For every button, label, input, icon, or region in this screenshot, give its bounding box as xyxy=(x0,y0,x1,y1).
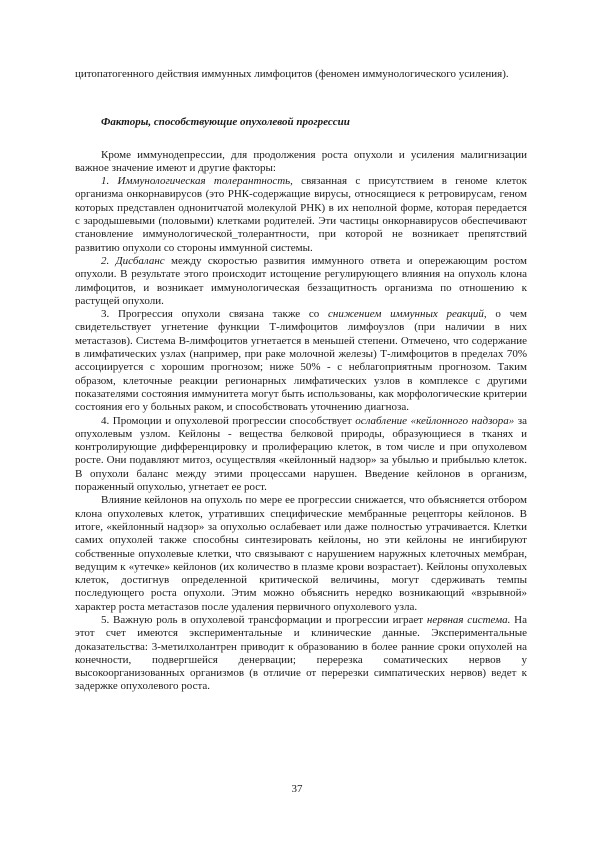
paragraph-nervous-system xyxy=(75,614,527,694)
page-number: 37 xyxy=(291,783,303,795)
section-heading: Факторы, способствующие опухолевой прогрессии xyxy=(101,116,350,129)
paragraph-text: 4. Промоции и опухолевой прогрессии способствует xyxy=(101,414,356,427)
paragraph-text: 5. Важную роль в опухолевой трансформации и прогрессии играет xyxy=(101,613,427,626)
paragraph-disbalance xyxy=(75,255,527,308)
paragraph-text: 3. Прогрессия опухоли связана также со xyxy=(101,308,328,321)
paragraph-keylone-surveillance xyxy=(75,415,527,495)
paragraph-text: На этот счет имеются экспериментальные и клинические данные. Экспериментальные доказательства: 3-метилхолантрен приводит к образованию в более ранние сроки опухолей на конечности, подвергшейся денервации; перерезка соматических нервов у высокоорганизованных организмов (в отличие от перерезки симпатических нервов) ведет к задержке опухолевого роста. xyxy=(75,613,527,693)
paragraph-emphasis: нервная система. xyxy=(426,613,511,626)
paragraph-lead: 1. Иммунологическая толерантность, xyxy=(101,175,293,188)
intro-paragraph: Кроме иммунодепрессии, для продолжения роста опухоли и усиления малигнизации важное значение имеют и другие факторы: xyxy=(75,148,527,174)
paragraph-text: связанная с присутствием в геноме клеток организма онкорнавирусов (это РНК-содержащие вирусы, относящиеся к ретровирусам, геном которых представлен однонитчатой молекулой РНК) в их неполной форме, которая передается с зародышевыми (половыми) клетками родителей. Эти частицы онкорнавирусов обеспечивают становление иммунологической_толерантности, при которой не возникает препятствий развитию опухоли со стороны иммунной системы. xyxy=(75,175,527,254)
paragraph-immunological-tolerance xyxy=(75,175,527,255)
paragraph-keylone-influence: Влияние кейлонов на опухоль по мере ее прогрессии снижается, что объясняется отбором клона опухолевых клеток, утративших специфические мембранные рецепторы кейлонов. В итоге, «кейлонный надзор» за опухолью ослабевает или даже полностью утрачивается. Клетки самих опухолей также способны синтезировать кейлоны, но эти кейлоны не ингибируют собственные опухолевые клетки, что связывают с нарушением наружных клеточных мембран, ведущим к «утечке» кейлонов (их количество в плазме крови возрастает). Кейлоны опухолевых клеток, достигнув определенной критической величины, могут сдерживать темпы последующего роста опухоли. Этим можно объяснить нередко возникающий «взрывной» характер роста метастазов после удаления первичного опухолевого узла. xyxy=(75,494,527,613)
paragraph-emphasis: ослабление «кейлонного надзора» xyxy=(355,414,515,427)
paragraph-text: за опухолевым узлом. Кейлоны - вещества белковой природы, образующиеся в тканях и контролирующие дифференцировку и пролиферацию клеток, в том числе и при опухолевом росте. Они подавляют митоз, осуществляя «кейлонный надзор» за убылью и прибылью клеток. В опухоли баланс между этими процессами нарушен. Введение кейлонов в организм, пораженный опухолью, угнетает ее рост. xyxy=(75,414,528,494)
paragraph-lead: 2. Дисбаланс xyxy=(101,254,165,267)
paragraph-text: между скоростью развития иммунного ответа и опережающим ростом опухоли. В результате этого происходит истощение регулирующего влияния на опухоль клона лимфоцитов, и возникает иммунологическая беззащитность организма по отношению к растущей опухоли. xyxy=(75,254,527,307)
paragraph-emphasis: снижением иммунных реакций, xyxy=(328,308,487,321)
document-body xyxy=(75,68,527,694)
paragraph-reduced-immune-reactions xyxy=(75,308,527,414)
paragraph-text: о чем свидетельствует угнетение функции Т-лимфоцитов лимфоузлов (при наличии в них метастазов). Система В-лимфоцитов угнетается в меньшей степени. Отмечено, что содержание в лимфатических узлах (например, при раке молочной железы) Т-лимфоцитов в пределах 70% ассоциируется с хорошим прогнозом; ниже 50% - с неблагоприятным прогнозом. Таким образом, клеточные реакции регионарных лимфатических узлов в комплексе с другими показателями состояния иммунитета могут быть использованы, как морфологические критерии состояния его у больных раком, и способствовать уточнению диагноза. xyxy=(75,308,527,414)
continuation-paragraph: цитопатогенного действия иммунных лимфоцитов (феномен иммунологического усиления). xyxy=(75,68,509,80)
